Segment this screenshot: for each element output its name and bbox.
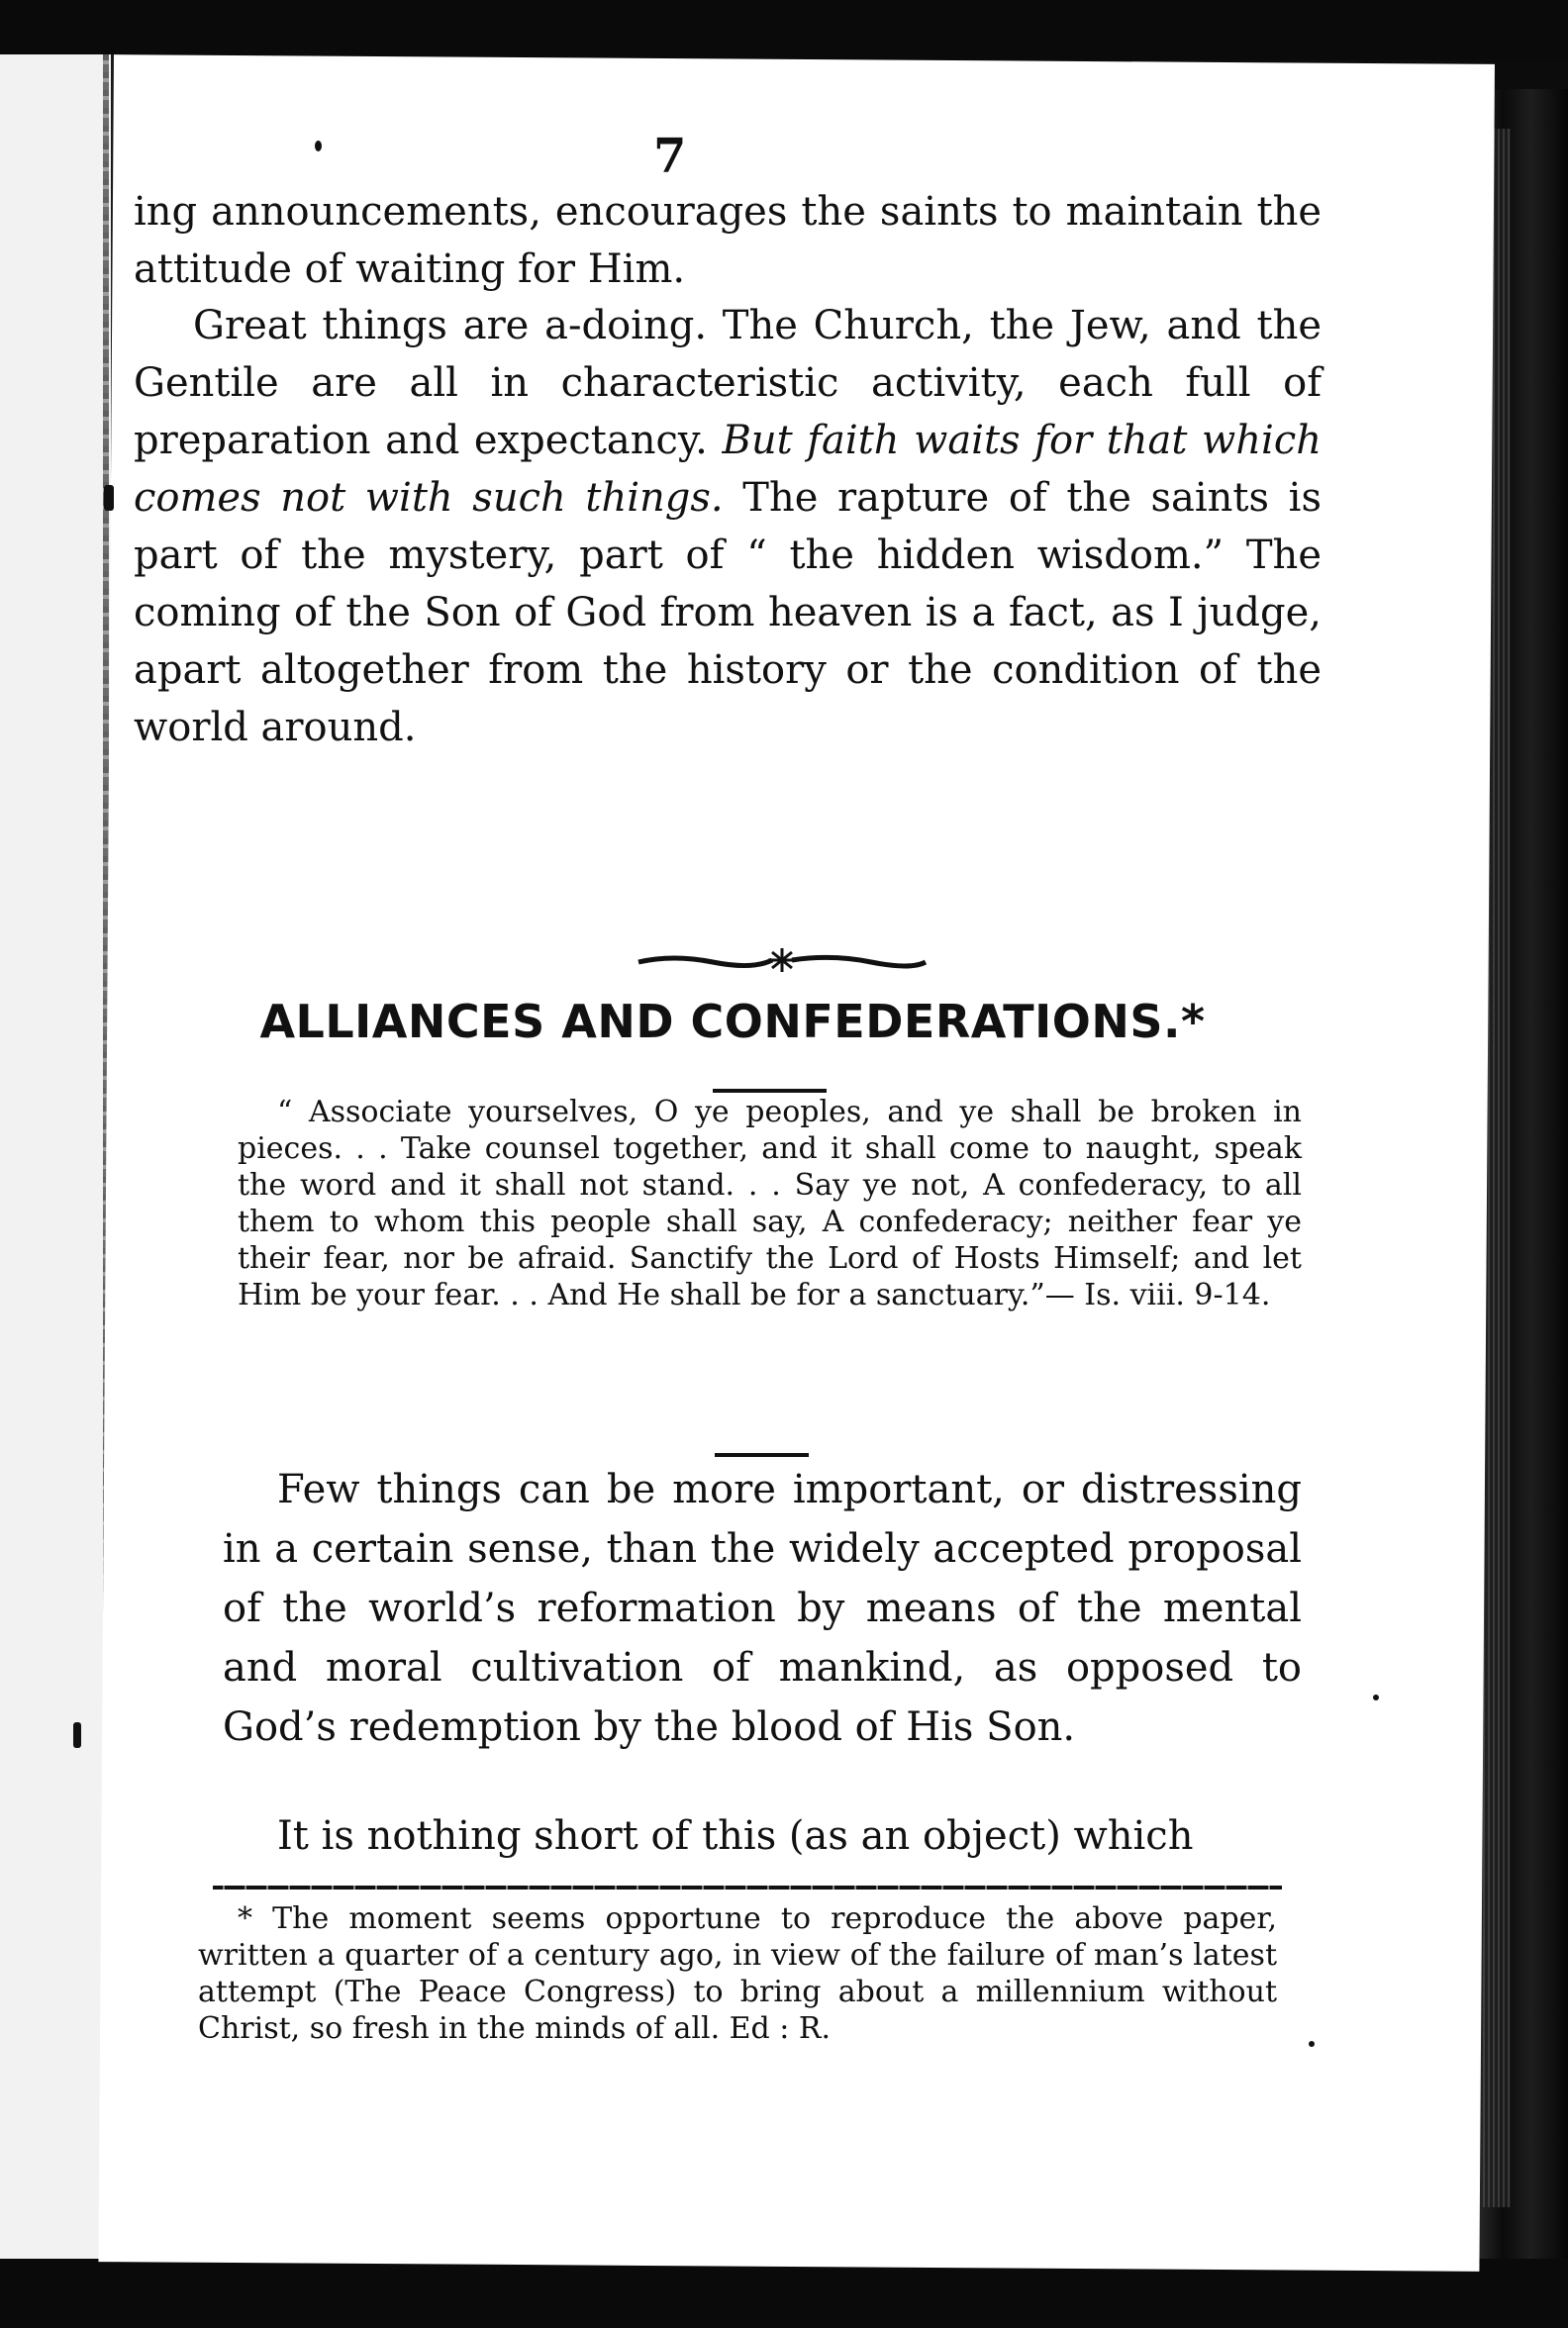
ink-speck [1373, 1695, 1379, 1700]
intro-text-part1: Great things are a-doing. The Church, the Jew, and the Gentile are all in characteristic activity, each full of preparation and expectancy. [134, 303, 1322, 463]
ink-speck [1309, 2041, 1315, 2047]
article-title: ALLIANCES AND CONFEDERATIONS.* [259, 995, 1206, 1048]
page-number: 7 [653, 129, 687, 184]
footnote-rule [213, 1886, 1282, 1890]
intro-italic-text: But faith waits for that which comes not with such things. [134, 418, 1322, 521]
continuation-text: ing announcements, encourages the saints to maintain the attitude of waiting for Him. [134, 189, 1322, 292]
body-paragraph-2: It is nothing short of this (as an object) which [277, 1813, 1194, 1859]
ink-speck [315, 141, 322, 151]
epigraph-rule [715, 1453, 809, 1457]
section-ornament [634, 940, 931, 980]
left-page-edge [0, 54, 114, 2262]
intro-paragraph [134, 297, 1322, 756]
intro-text-part2: The rapture of the saints is part of the mystery, part of “ the hidden wisdom.” The coming of the Son of God from heaven is a fact, as I judge, apart altogether from the history or the condition of the world around. [134, 475, 1322, 750]
footnote-text: * The moment seems opportune to reproduce the above paper, written a quarter of a century ago, in view of the failure of man’s latest attempt (The Peace Congress) to bring about a millennium without Christ, so fresh in the minds of all. Ed : R. [198, 1901, 1277, 2046]
epigraph-quote: “ Associate yourselves, O ye peoples, and ye shall be broken in pieces. . . Take counsel together, and it shall come to naught, speak the word and it shall not stand. . . Say ye not, A confederacy, to all them to whom this people shall say, A confederacy; neither fear ye their fear, nor be afraid. Sanctify the Lord of Hosts Himself; and let Him be your fear. . . And He shall be for a sanctuary.”— Is. viii. 9-14. [238, 1095, 1302, 1312]
binding-mark [73, 1722, 81, 1748]
title-rule [713, 1089, 827, 1093]
binding-mark [104, 485, 114, 511]
body-paragraph-1: Few things can be more important, or distressing in a certain sense, than the widely accepted proposal of the world’s reformation by means of the mental and moral cultivation of mankind, as opposed to God’s redemption by the blood of His Son. [223, 1467, 1302, 1750]
scan-top-border [0, 0, 1568, 59]
